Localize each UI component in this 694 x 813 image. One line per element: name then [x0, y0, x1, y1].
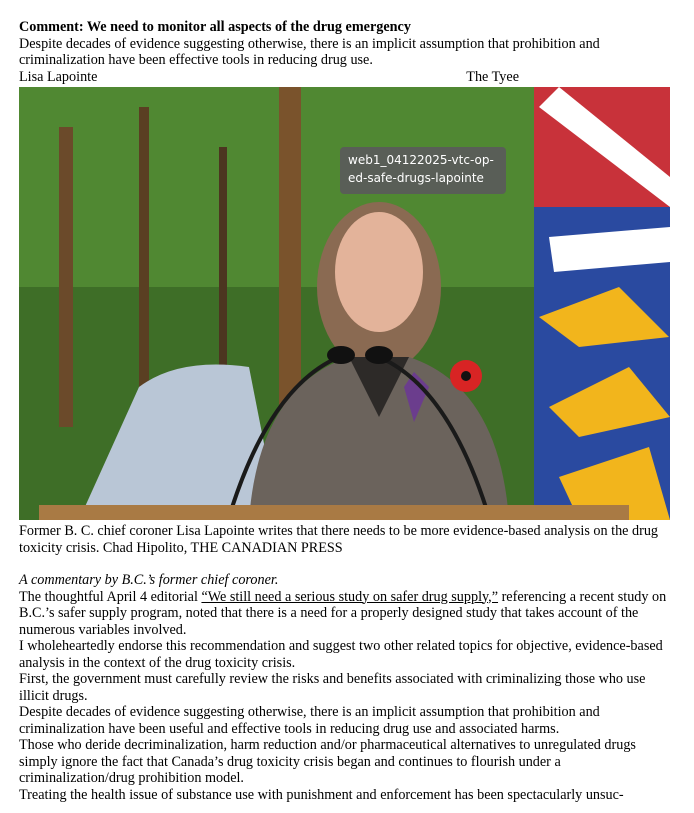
image-tooltip: web1_04122025-vtc-op-ed-safe-drugs-lapointe	[340, 147, 506, 194]
spacer	[19, 556, 675, 572]
paragraph-1-end: referencing a recent study on B.C.’s safer supply program, noted that there is a need for a properly designed study that takes account of the numerous variables involved.	[19, 588, 667, 638]
paragraph-2: I wholeheartedly endorse this recommendation and suggest two other related topics for objective, evidence-based analysis in the context of the drug toxicity crisis.	[19, 638, 663, 671]
author-name: Lisa Lapointe	[19, 68, 98, 85]
article-title: Comment: We need to monitor all aspects of the drug emergency	[19, 19, 411, 35]
paragraph-1-start: The thoughtful April 4 editorial	[19, 588, 202, 605]
photo-caption: Former B. C. chief coroner Lisa Lapointe writes that there needs to be more evidence-based analysis on the drug toxicity crisis. Chad Hipolito, THE CANADIAN PRESS	[19, 523, 659, 556]
byline	[19, 69, 519, 86]
paragraph-6: Treating the health issue of substance use with punishment and enforcement has been spectacularly unsuc-	[19, 786, 624, 803]
paragraph-1	[19, 589, 675, 639]
article-dek: Despite decades of evidence suggesting otherwise, there is an implicit assumption that prohibition and criminalization have been effective tools in reducing drug use.	[19, 35, 600, 68]
article-photo[interactable]	[19, 87, 670, 520]
article	[19, 19, 675, 803]
paragraph-3: First, the government must carefully review the risks and benefits associated with criminalizing those who use illicit drugs.	[19, 671, 646, 704]
editorial-link[interactable]: “We still need a serious study on safer drug supply,”	[201, 588, 499, 605]
paragraph-4: Despite decades of evidence suggesting otherwise, there is an implicit assumption that prohibition and criminalization have been useful and effective tools in reducing drug use and associated harms.	[19, 704, 600, 737]
source-name: The Tyee	[466, 68, 519, 85]
paragraph-5: Those who deride decriminalization, harm reduction and/or pharmaceutical alternatives to unregulated drugs simply ignore the fact that Canada’s drug toxicity crisis began and continues to flourish under a criminalization/drug prohibition model.	[19, 737, 636, 786]
commentary-intro: A commentary by B.C.’s former chief coroner.	[19, 572, 279, 588]
